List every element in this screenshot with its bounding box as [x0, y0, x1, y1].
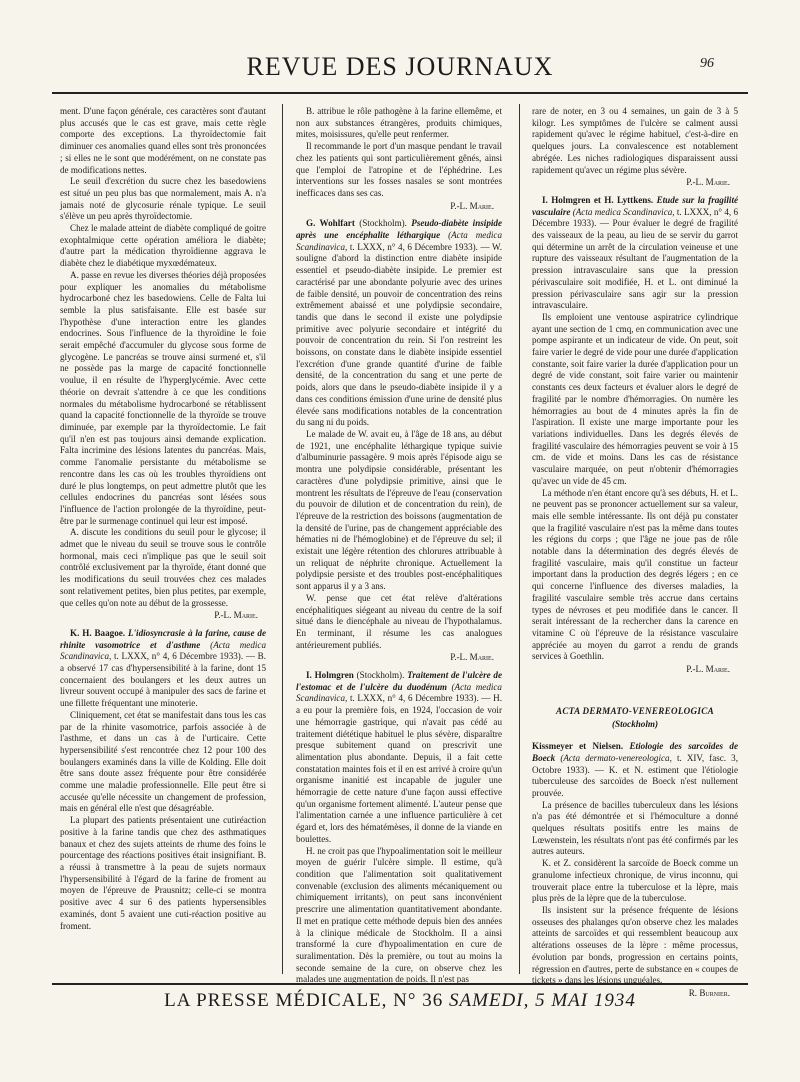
- article-author: I. Holmgren: [306, 670, 354, 681]
- paragraph: A. passe en revue les diverses théories déjà proposées pour expliquer les anomalies du métabolisme hydrocarboné chez les basedowiens. Celle de Falta lui semble la plus satisfaisante. Elle est basée sur l'hypothèse d'une interaction entre les glandes endocrines. Sous l'influence de la thyroïdine le foie serait empêché d'accumuler du glycose sous forme de glycogène. Le pancréas se trouve ainsi surmené et, s'il ne possède pas la marge de capacité fonctionnelle voulue, il en résulte de l'hyperglycémie. Avec cette théorie on devrait s'attendre à ce que les conditions normales du métabolisme hydrocarboné se rétablissent quand la capacité fonctionnelle de la thyroïde se trouve diminuée, par exemple par la thyroïdectomie. Le fait qu'il n'en est pas toujours ainsi demande explication. Falta incrimine des lésions latentes du pancréas. Mais, comme l'anomalie persistante du métabolisme se rencontre dans les cas où les troubles thyroïdiens ont duré le plus longtemps, on peut admettre plutôt que les cellules endocrines du pancréas sont lésées sous l'influence de l'action prolongée de la thyroïdine, peut-être par le surmenage continuel qui leur est imposé.: [60, 269, 266, 526]
- article-header: [532, 741, 738, 800]
- paragraph: A. discute les conditions du seuil pour le glycose; il admet que le niveau du seuil se trouve sous le contrôle hormonal, mais ceci n'implique pas que le seuil soit contrôlé exclusivement par la thyroïde, étant donné que les modifications du seuil trouvées chez ces malades sont relativement petites, bien plus petites, par exemple, que celles qu'on note au début de la grossesse.: [60, 527, 266, 608]
- signature: P.-L. Marie.: [686, 177, 730, 188]
- paragraph: ment. D'une façon générale, ces caractères sont d'autant plus accusés que le cas est grave, mais cette règle comporte des exceptions. La thyroïdectomie fait diminuer ces anomalies quand elles sont très prononcées ; si elles ne le sont que modérément, on ne constate pas de modifications nettes.: [60, 106, 266, 175]
- column-3: [532, 106, 739, 998]
- article-reference: (Acta medica Scandinavica,: [60, 639, 267, 662]
- paragraph: La méthode n'en étant encore qu'à ses débuts, H. et L. ne peuvent pas se prononcer actuellement sur sa valeur, mais elle semble intéressante. Ils ont déjà pu constater que la fragilité vasculaire n'est pas la même dans toutes les régions du corps ; que l'âge ne joue pas de rôle notable dans la détermination des degrés élevés de fragilité vasculaire, mais qu'il constitue un facteur important dans la production des degrés légers ; en ce qui concerne l'influence des diverses maladies, la fragilité vasculaire semble très accrue dans certains types de névroses et peu modifiée dans le cancer. Il serait intéressant de la rechercher dans la carence en vitamine C où l'épreuve de la résistance vasculaire appréciée au moyen du garrot a rendu de grands services à Goethlin.: [532, 487, 738, 662]
- page-number: 96: [700, 56, 714, 71]
- article-body: t. LXXX, n° 4, 6 Décembre 1933). — B. a observé 17 cas d'hypersensibilité à la farine, dont 15 concernaient des boulangers et les deux autres un livreur souvent occupé à manipuler des sacs de farine et une fillette fréquentant une minoterie.: [60, 651, 266, 709]
- article-author: K. H. Baagoe.: [70, 627, 126, 638]
- paragraph: rare de noter, en 3 ou 4 semaines, un gain de 3 à 5 kilogr. Les symptômes de l'ulcère se calment aussi rapidement qu'avec le régime habituel, c'est-à-dire en quelques jours. La convalescence est notablement abrégée. Les niches radiologiques disparaissent aussi rapidement qu'avec un régime plus sévère.: [532, 106, 738, 175]
- paragraph: La plupart des patients présentaient une cutiréaction positive à la farine tandis que chez des asthmatiques banaux et chez des sujets atteints de rhume des foins le pourcentage des réactions positives était insignifiant. B. a réussi à transmettre à la peau de sujets normaux l'hypersensibilité à l'égard de la farine de froment au moyen de l'épreuve de Prausnitz; celle-ci se montra positive avec 4 sur 6 des patients hypersensibles examinés, dont 5 avaient une cuti-réaction positive au froment.: [60, 815, 266, 931]
- article-body: t. XIV, fasc. 3, Octobre 1933). — K. et N. estiment que l'étiologie tuberculeuse des sarcoïdes de Boeck n'est nullement prouvée.: [532, 752, 738, 798]
- footer-rule: [52, 983, 748, 985]
- article-header: [296, 218, 502, 429]
- paragraph: Il recommande le port d'un masque pendant le travail chez les patients qui sont particulièrement gênés, ainsi que l'emploi de l'atropine et de l'éphédrine. Les interventions sur les fosses nasales se sont montrées inefficaces dans ses cas.: [296, 141, 502, 198]
- article-author: Kissmeyer et Nielsen.: [532, 741, 624, 752]
- paragraph: La présence de bacilles tuberculeux dans les lésions n'a pas été démontrée et si l'hémoculture a donné quelques résultats positifs entre les mains de Lœwenstein, les résultats n'ont pas été confirmés par les autres auteurs.: [532, 799, 738, 857]
- section-subtitle: (Stockholm): [612, 719, 658, 730]
- paragraph: Cliniquement, cet état se manifestait dans tous les cas par de la rhinite vasomotrice, parfois associée à de l'asthme, et dans un cas à de l'urticaire. Cette hypersensibilité s'est rencontrée chez 12 pour 100 des boulangers examinés dans la ville de Kolding. Elle doit être sans doute assez fréquente pour être considérée comme une maladie professionnelle. Elle peut être si accusée qu'elle nécessite un changement de profession, mais en général elle n'est que désagréable.: [60, 709, 266, 814]
- signature: P.-L. Marie.: [450, 652, 494, 663]
- issue-date: SAMEDI, 5 MAI 1934: [448, 990, 636, 1011]
- article-header: [60, 628, 266, 710]
- article-title: Etude sur la fragilité vasculaire: [532, 194, 739, 217]
- article-reference: (Acta medica Scandinavica,: [572, 206, 675, 217]
- paragraph: Chez le malade atteint de diabète compliqué de goitre exophtalmique cette opération améliora le diabète; d'autre part la médication thyroïdienne aggrava le diabète chez le diabétique myxœdémateux.: [60, 223, 266, 269]
- column-2: [296, 106, 503, 985]
- article-header: [532, 195, 738, 312]
- article-reference: (Acta dermato-venereologica,: [560, 752, 672, 763]
- article-place: (Stockholm).: [356, 670, 405, 681]
- section-title: ACTA DERMATO-VENEREOLOGICA: [556, 705, 714, 716]
- paragraph: Ils emploient une ventouse aspiratrice cylindrique ayant une section de 1 cmq, en communication avec une pompe aspirante et un indicateur de vide. On peut, soit faire varier le degré de vide pour une durée d'application constante, soit faire varier la durée d'application pour un degré de vide constant, soit faire varier ou maintenir constants ces deux facteurs et évaluer alors le degré de fragilité par le nombre d'hémorragies. On numère les hémorragies au bout de 4 minutes après la fin de l'aspiration. Il existe une marge importante pour les variations individuelles. Dans les degrés élevés de fragilité vasculaire des hémorragies peuvent se voir à 15 cm. de vide et moins. Dans les cas de résistance vasculaire marquée, on peut n'obtenir d'hémorragies qu'avec un vide de 45 cm.: [532, 311, 738, 486]
- column-divider: [282, 104, 283, 974]
- column-divider: [519, 104, 520, 974]
- article-body: t. LXXX, n° 4, 6 Décembre 1933). — H. a eu pour la première fois, en 1924, l'occasion de voir une hémorragie gastrique, qui n'avait pas cédé au traitement diététique habituel le plus sévère, disparaître presque subitement quand on prescrivit une alimentation plus abondante. Depuis, il a fait cette constatation maintes fois et il en est arrivé à croire qu'un organisme inanitié est incapable de juguler une hémorragie de cette nature d'une façon aussi effective qu'un organisme fortement alimenté. L'auteur pense que l'alimentation carnée a une influence particulière à cet égard et, lors des hématémèses, il donne de la viande en boulettes.: [296, 693, 503, 844]
- article-title: L'idiosyncrasie à la farine, cause de rhinite vasomotrice et d'asthme: [60, 627, 266, 650]
- signature: P.-L. Marie.: [450, 200, 494, 211]
- paragraph: B. attribue le rôle pathogène à la farine ellemême, et non aux substances étrangères, produits chimiques, mites, moisissures, qu'elle peut renfermer.: [296, 106, 502, 140]
- article-author: I. Holmgren et H. Lyttkens.: [542, 194, 654, 205]
- paragraph: Le seuil d'excrétion du sucre chez les basedowiens est situé un peu plus bas que normalement, mais A. n'a jamais noté de glycosurie rénale typique. Le seuil s'élève un peu après thyroïdectomie.: [60, 176, 266, 222]
- article-place: (Stockholm).: [359, 218, 407, 229]
- signature: P.-L. Marie.: [686, 664, 730, 675]
- column-1: [60, 106, 266, 976]
- page-footer: [40, 987, 760, 1012]
- signature: P.-L. Marie.: [214, 610, 258, 621]
- paragraph: W. pense que cet état relève d'altérations encéphalitiques siégeant au niveau du centre de la soif situé dans le diencéphale au niveau de l'hypothalamus. En terminant, il résume les cas analogues antérieurement publiés.: [296, 592, 502, 650]
- paragraph: H. ne croit pas que l'hypoalimentation soit le meilleur moyen de guérir l'ulcère simple. Il estime, qu'à condition que l'alimentation soit qualitativement convenable (exclusion des aliments mécaniquement ou chimiquement irritants), on peut sans inconvénient prescrire une alimentation quantitativement abondante. Il met en pratique cette méthode depuis bien des années à la clinique médicale de Stockholm. Il a ainsi transformé la cure d'hypoalimentation en cure de suralimentation. Dès la première, ou tout au moins la seconde semaine de la cure, on observe chez les malades une augmentation de poids. Il n'est pas: [296, 845, 502, 985]
- header-rule: [52, 92, 748, 94]
- journal-name: LA PRESSE MÉDICALE, N° 36: [164, 990, 444, 1011]
- article-title: Etiologie des sarcoïdes de Boeck: [532, 741, 738, 763]
- article-reference: (Acta medica Scandinavica,: [296, 230, 503, 252]
- article-reference: (Acta medica Scandinavica,: [296, 681, 502, 704]
- page-header: [50, 44, 750, 88]
- article-title: Traitement de l'ulcère de l'estomac et de l'ulcère du duodénum: [296, 670, 502, 692]
- paragraph: K. et Z. considèrent la sarcoïde de Boeck comme un granulome infectieux chronique, de virus inconnu, qui trouverait place entre la tuberculose et la lèpre, mais plus près de la lèpre que de la tuberculose.: [532, 858, 738, 904]
- article-body: t. LXXX, n° 4, 6 Décembre 1933). — Pour évaluer le degré de fragilité des vaisseaux de la peau, au lieu de se servir du garrot qui détermine un arrêt de la circulation veineuse et une rupture des vaisseaux résultant de l'augmentation de la pression intravasculaire sans que la pression périvasculaire soit modifiée, H. et L. ont diminué la pression périvasculaire sans agir sur la pression intravasculaire.: [532, 206, 738, 311]
- article-title: Pseudo-diabète insipide après une encéphalite léthargique: [296, 218, 502, 241]
- page-title: REVUE DES JOURNAUX: [246, 52, 554, 81]
- article-author: G. Wohlfart: [306, 218, 355, 229]
- paragraph: Le malade de W. avait eu, à l'âge de 18 ans, au début de 1921, une encéphalite léthargique typique suivie d'albuminurie passagère. 9 mois après l'épisode aigu se montra une polydipsie considérable, présentant les caractères d'une polydipsie primitive, ainsi que le montrent les résultats de l'épreuve de l'eau (conservation du pouvoir de dilution et de concentration du rein), de l'épreuve de la restriction des boissons (augmentation de la densité de l'urine, pas de changement appréciable des hématies ni de l'hémoglobine) et de l'épreuve du sel; il existait une légère rétention des chlorures attribuable à un reliquat de néphrite chronique. Actuellement la polydipsie persiste et des troubles post-encéphalitiques sont apparus il y a 3 ans.: [296, 428, 502, 592]
- article-body: t. LXXX, n° 4, 6 Décembre 1933). — W. souligne d'abord la distinction entre diabète insipide essentiel et pseudo-diabète insipide. Le premier est caractérisé par une abondante polyurie avec des urines de faible densité, un pouvoir de concentration des reins extrêmement abaissé et une polydipsie secondaire, tandis que dans le second il existe une polydipsie primitive avec polyurie secondaire et intégrité du pouvoir de concentration du rein. Si l'on restreint les boissons, on constate dans le diabète insipide essentiel l'excrétion d'une grande quantité d'urine de faible densité, de la concentration du sang et une perte de poids, alors que dans le pseudo-diabète insipide il y a dans ces conditions émission d'une urine de densité plus élevée sans modifications notables de la concentration du sang ni du poids.: [296, 241, 502, 428]
- article-header: [296, 670, 502, 846]
- paragraph: Ils insistent sur la présence fréquente de lésions osseuses des phalanges qu'on observe chez les malades atteints de sarcoïdes et qui ressemblent beaucoup aux altérations osseuses de la lèpre : même processus, évolution par bonds, progression en certains points, régression en d'autres, perte de substance en « coupes de tickets » dans les lésions unguéales.: [532, 905, 738, 986]
- signature: R. Burnier.: [688, 987, 730, 998]
